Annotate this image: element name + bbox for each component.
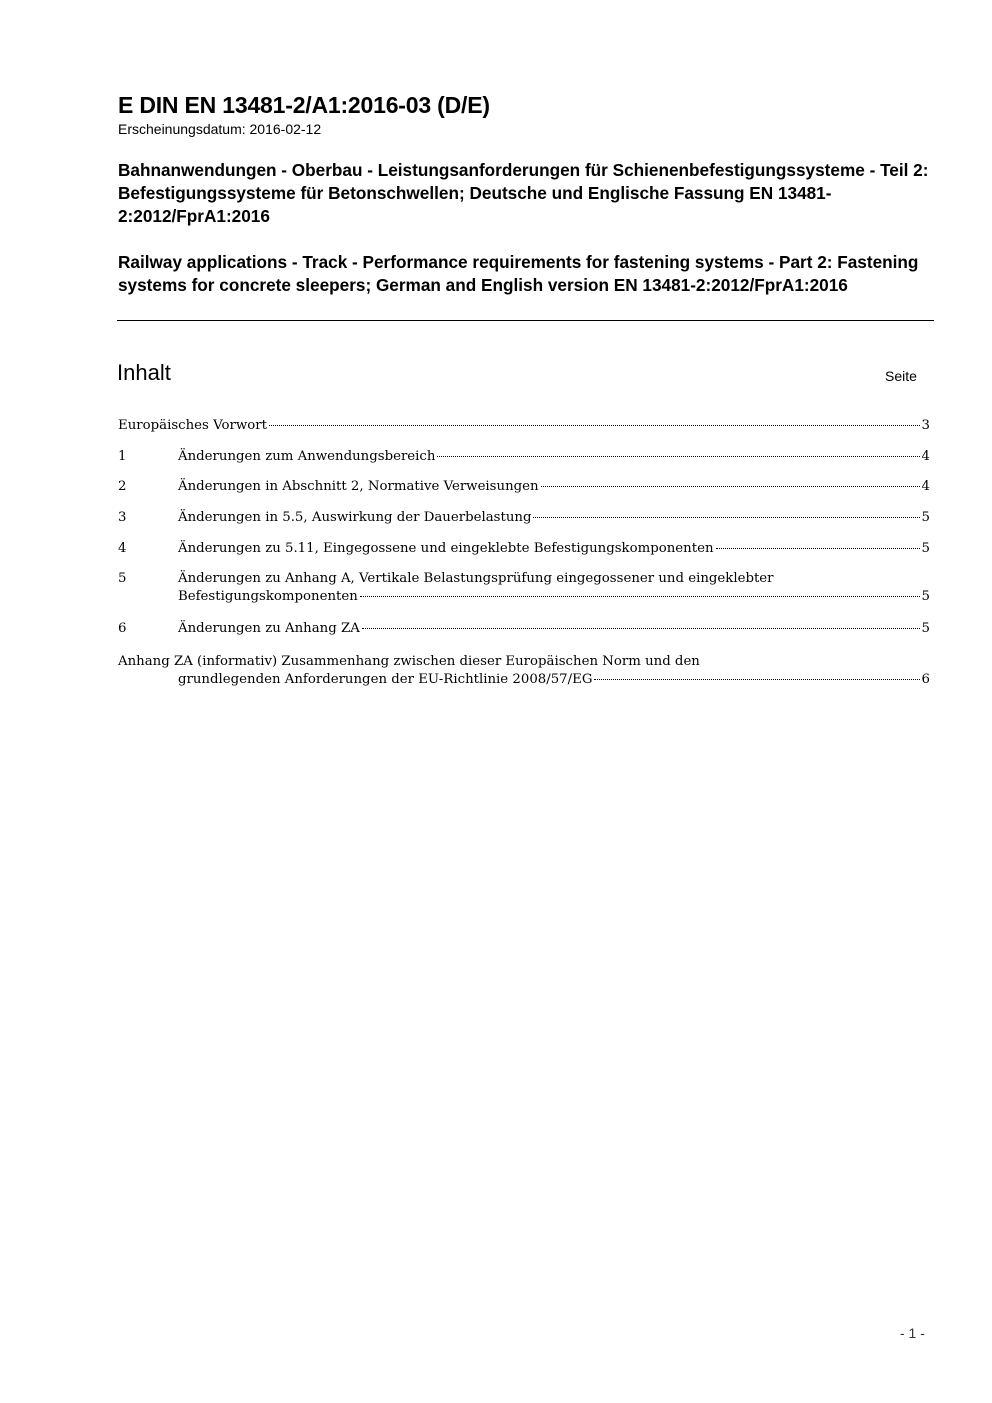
title-divider xyxy=(117,320,934,321)
toc-entry-text: Änderungen zu Anhang A, Vertikale Belastungsprüfung eingegossener und eingeklebter xyxy=(178,571,774,586)
toc-entry-page: 4 xyxy=(921,479,930,494)
document-id: E DIN EN 13481-2/A1:2016-03 (D/E) xyxy=(118,92,490,118)
toc-entry-page: 5 xyxy=(921,621,930,636)
toc-entry-text: Änderungen zum Anwendungsbereich xyxy=(178,449,436,464)
toc-heading: Inhalt xyxy=(117,360,171,385)
toc-entry-number: 2 xyxy=(118,479,127,494)
toc-entry-number: 6 xyxy=(118,621,127,636)
toc-entry-annex-za[interactable] xyxy=(118,654,930,687)
toc-entry-text-continued: Befestigungskomponenten xyxy=(178,589,358,604)
toc-entry-number: 3 xyxy=(118,510,127,525)
publication-date: Erscheinungsdatum: 2016-02-12 xyxy=(118,121,322,137)
toc-entry-number: 4 xyxy=(118,541,127,556)
title-english: Railway applications - Track - Performance requirements for fastening systems - Part 2: Fastening systems for concrete sleepers; German and English version EN 13481-2:2012/FprA1:2016 xyxy=(118,252,919,295)
dot-leader xyxy=(533,517,919,518)
toc-entry-6[interactable] xyxy=(118,621,930,636)
toc-entry-text: Änderungen in Abschnitt 2, Normative Verweisungen xyxy=(178,479,539,494)
dot-leader xyxy=(360,596,920,597)
dot-leader xyxy=(362,628,920,629)
page-number: - 1 - xyxy=(900,1325,925,1341)
dot-leader xyxy=(437,456,919,457)
toc-entry-page: 5 xyxy=(921,541,930,556)
toc-page-column-label: Seite xyxy=(885,368,917,384)
toc-entry-text: Änderungen zu Anhang ZA xyxy=(178,621,360,636)
toc-entry-page: 3 xyxy=(921,418,930,433)
toc-entry-text: Änderungen in 5.5, Auswirkung der Dauerbelastung xyxy=(178,510,532,525)
toc-entry-page: 5 xyxy=(921,510,930,525)
toc-entry-2[interactable] xyxy=(118,479,930,494)
toc-entry-1[interactable] xyxy=(118,449,930,464)
toc-entry-page: 5 xyxy=(921,589,930,604)
title-german: Bahnanwendungen - Oberbau - Leistungsanforderungen für Schienenbefestigungssysteme - Teil 2: Befestigungssysteme für Betonschwellen; Deutsche und Englische Fassung EN 13481-2:2012/FprA1:2016 xyxy=(118,160,929,226)
toc-entry-3[interactable] xyxy=(118,510,930,525)
toc-entry-number: 1 xyxy=(118,449,127,464)
toc-entry-4[interactable] xyxy=(118,541,930,556)
toc-entry-foreword[interactable] xyxy=(118,418,930,433)
toc-entry-text: Anhang ZA (informativ) Zusammenhang zwischen dieser Europäischen Norm und den xyxy=(118,654,700,669)
toc-entry-page: 4 xyxy=(921,449,930,464)
toc-entry-5[interactable] xyxy=(118,571,930,604)
dot-leader xyxy=(716,548,920,549)
toc-entry-text: Europäisches Vorwort xyxy=(118,418,267,433)
toc-entry-page: 6 xyxy=(921,672,930,687)
dot-leader xyxy=(269,425,920,426)
toc-entry-text: Änderungen zu 5.11, Eingegossene und eingeklebte Befestigungskomponenten xyxy=(178,541,714,556)
dot-leader xyxy=(541,486,920,487)
dot-leader xyxy=(594,679,919,680)
toc-entry-text-continued: grundlegenden Anforderungen der EU-Richtlinie 2008/57/EG xyxy=(178,672,593,687)
toc-entry-number: 5 xyxy=(118,571,127,586)
